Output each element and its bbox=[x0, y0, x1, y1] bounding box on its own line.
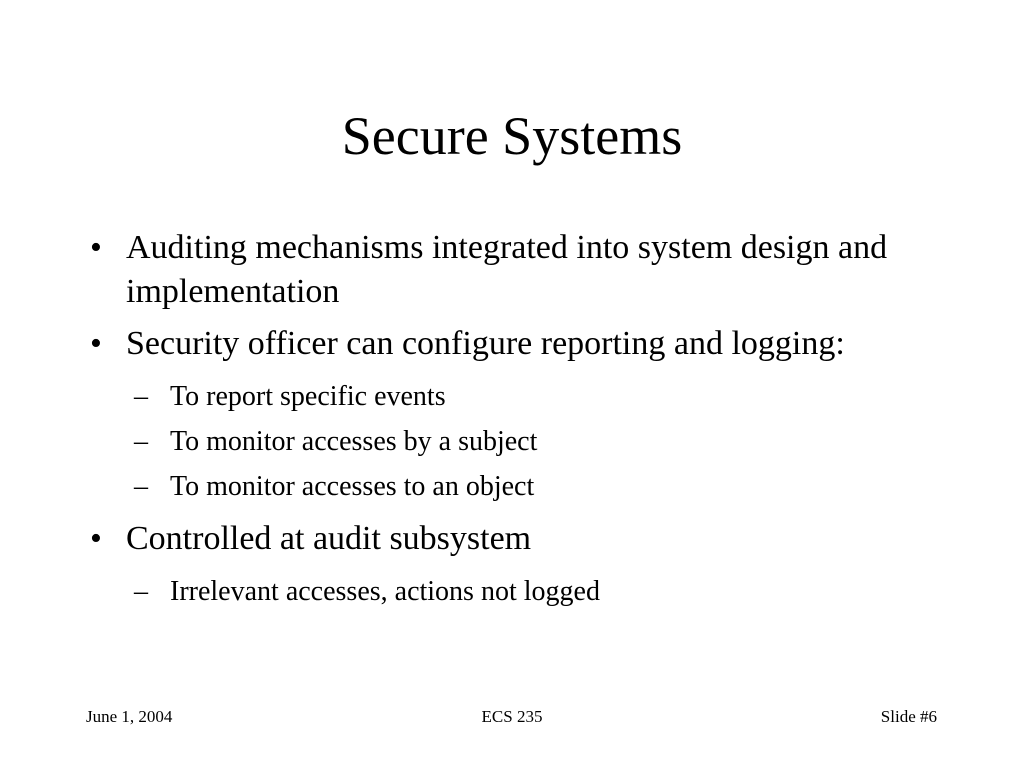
sub-bullet-text: To report specific events bbox=[170, 381, 446, 412]
sub-bullet-item bbox=[84, 464, 954, 509]
footer-course: ECS 235 bbox=[481, 707, 543, 726]
slide-body bbox=[84, 226, 954, 622]
sub-bullet-item bbox=[84, 569, 954, 614]
sub-bullet-marker: – bbox=[134, 381, 148, 412]
bullet-item bbox=[84, 517, 954, 561]
bullet-item bbox=[84, 226, 954, 314]
bullet-marker: • bbox=[90, 520, 102, 557]
sub-bullet-list bbox=[84, 569, 954, 614]
sub-bullet-item bbox=[84, 374, 954, 419]
bullet-marker: • bbox=[90, 325, 102, 362]
bullet-text: Auditing mechanisms integrated into system design and implementation bbox=[126, 229, 888, 310]
sub-bullet-text: To monitor accesses to an object bbox=[170, 471, 535, 502]
bullet-text: Controlled at audit subsystem bbox=[126, 520, 532, 557]
sub-bullet-marker: – bbox=[134, 576, 148, 607]
sub-bullet-text: To monitor accesses by a subject bbox=[170, 426, 538, 457]
bullet-item bbox=[84, 322, 954, 366]
bullet-text: Security officer can configure reporting and logging: bbox=[126, 325, 845, 362]
slide-title: Secure Systems bbox=[341, 106, 683, 166]
sub-bullet-item bbox=[84, 419, 954, 464]
sub-bullet-marker: – bbox=[134, 471, 148, 502]
footer-date: June 1, 2004 bbox=[86, 707, 173, 726]
bullet-marker: • bbox=[90, 229, 102, 266]
footer-slide-number: Slide #6 bbox=[880, 707, 937, 726]
sub-bullet-list bbox=[84, 374, 954, 509]
sub-bullet-marker: – bbox=[134, 426, 148, 457]
sub-bullet-text: Irrelevant accesses, actions not logged bbox=[170, 576, 600, 607]
